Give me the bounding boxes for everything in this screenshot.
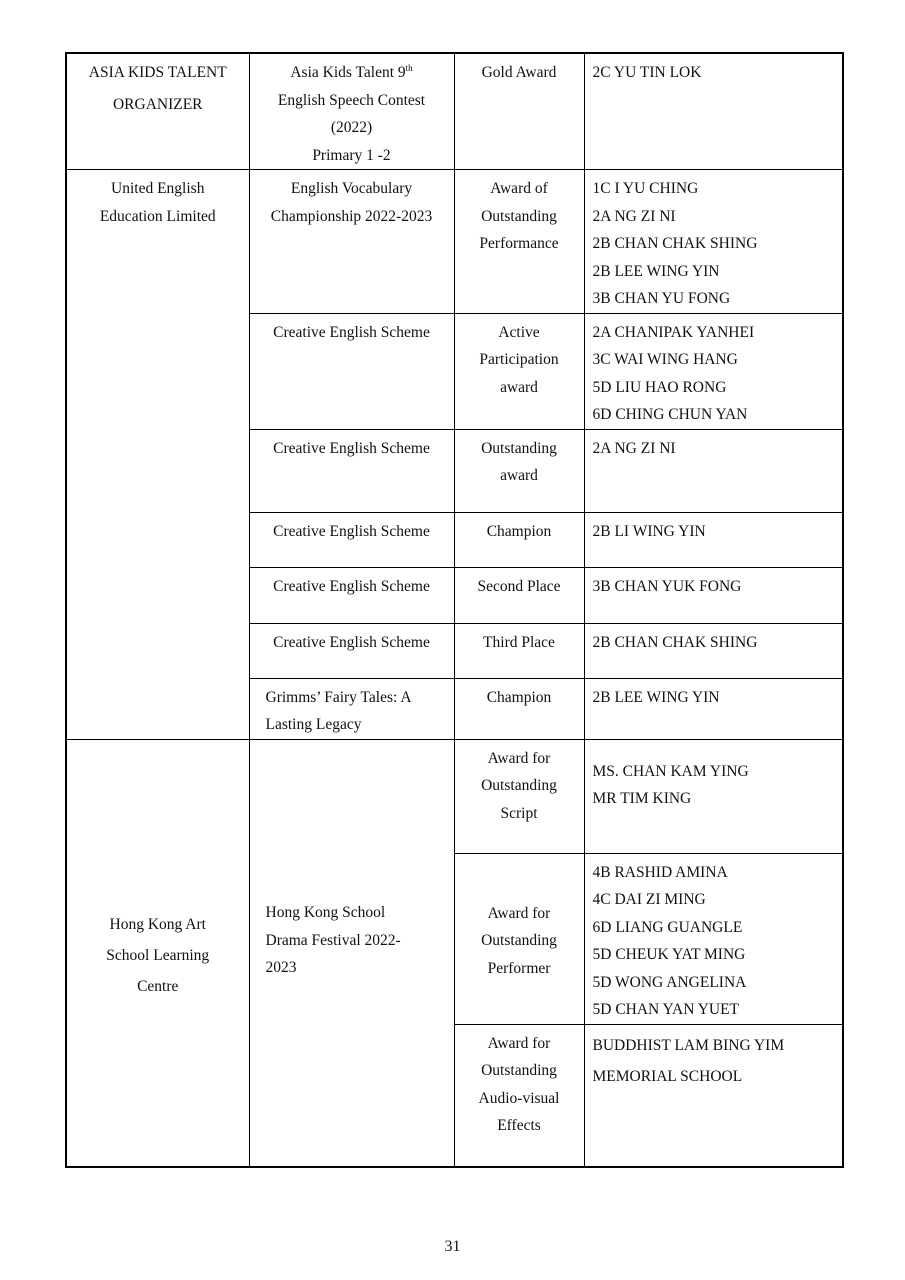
award-line: Champion xyxy=(486,522,552,540)
competition-cell xyxy=(249,429,454,512)
competition-line: Asia Kids Talent 9th xyxy=(290,62,413,81)
winner-name: 3C WAI WING HANG xyxy=(592,351,738,368)
competition-line: Creative English Scheme xyxy=(273,577,430,595)
award-cell xyxy=(454,739,584,853)
award-cell xyxy=(454,53,584,170)
competition-line: Creative English Scheme xyxy=(273,439,430,457)
award-line: Active xyxy=(498,323,540,341)
award-cell xyxy=(454,1024,584,1167)
organizer-line: School Learning xyxy=(106,946,210,964)
winner-name: 2A NG ZI NI xyxy=(592,207,676,225)
award-line: Award for xyxy=(487,1034,551,1052)
award-line: Participation xyxy=(479,351,559,368)
award-line: Outstanding xyxy=(481,1062,557,1079)
award-line: Script xyxy=(500,804,538,822)
award-line: Gold Award xyxy=(481,64,557,81)
winner-name: 3B CHAN YUK FONG xyxy=(592,577,742,595)
winners-cell xyxy=(584,429,843,512)
table-row xyxy=(66,53,843,170)
award-line: Third Place xyxy=(483,633,555,651)
winner-name: 2B LI WING YIN xyxy=(592,522,706,540)
winner-name: 1C I YU CHING xyxy=(592,180,699,197)
winner-name: 2B CHAN CHAK SHING xyxy=(592,633,758,651)
table-row xyxy=(66,739,843,853)
winner-name: 2A CHANIPAK YANHEI xyxy=(592,323,755,341)
winner-name: 2B LEE WING YIN xyxy=(592,688,720,706)
competition-cell xyxy=(249,512,454,567)
organizer-line: Centre xyxy=(137,977,179,995)
organizer-cell xyxy=(66,170,249,740)
winner-name: 5D CHAN YAN YUET xyxy=(592,1001,740,1018)
award-line: Outstanding xyxy=(481,777,557,794)
organizer-line: Hong Kong Art xyxy=(109,915,206,933)
organizer-cell xyxy=(66,53,249,170)
award-line: Award of xyxy=(490,180,548,197)
competition-cell xyxy=(249,623,454,678)
award-cell xyxy=(454,429,584,512)
award-cell xyxy=(454,313,584,429)
award-line: Champion xyxy=(486,688,552,706)
organizer-line: Education Limited xyxy=(99,207,216,225)
competition-line: Lasting Legacy xyxy=(265,716,362,733)
winners-cell xyxy=(584,567,843,623)
award-cell xyxy=(454,567,584,623)
competition-cell xyxy=(249,313,454,429)
competition-line: Primary 1 -2 xyxy=(312,146,391,164)
winners-cell xyxy=(584,170,843,314)
winner-name: BUDDHIST LAM BING YIM xyxy=(592,1036,785,1054)
award-line: Award for xyxy=(487,749,551,767)
award-line: Award for xyxy=(487,904,551,922)
competition-line: Championship 2022-2023 xyxy=(270,207,433,225)
competition-line: (2022) xyxy=(330,119,373,136)
winners-cell xyxy=(584,53,843,170)
award-cell xyxy=(454,678,584,739)
competition-line: English Vocabulary xyxy=(290,180,413,197)
competition-line: 2023 xyxy=(265,959,297,976)
winner-name: 2A NG ZI NI xyxy=(592,439,676,457)
competition-line: English Speech Contest xyxy=(277,91,426,109)
organizer-line: United English xyxy=(111,180,205,197)
winner-name: 4C DAI ZI MING xyxy=(592,891,706,908)
award-line: Outstanding xyxy=(481,439,557,457)
competition-line: Grimms’ Fairy Tales: A xyxy=(265,688,412,706)
competition-line: Creative English Scheme xyxy=(273,522,430,540)
award-line: award xyxy=(500,378,538,396)
winner-name: MS. CHAN KAM YING xyxy=(592,762,749,780)
winner-name: MEMORIAL SCHOOL xyxy=(592,1067,743,1085)
winner-name: 2B LEE WING YIN xyxy=(592,262,720,280)
winners-cell xyxy=(584,678,843,739)
award-line: Second Place xyxy=(477,577,561,595)
award-line: Performance xyxy=(479,235,559,252)
ordinal-suffix: th xyxy=(405,62,413,73)
award-cell xyxy=(454,623,584,678)
organizer-line: ORGANIZER xyxy=(112,95,203,113)
competition-cell xyxy=(249,53,454,170)
winner-name: 6D CHING CHUN YAN xyxy=(592,406,748,423)
awards-table xyxy=(65,52,844,1168)
award-cell xyxy=(454,170,584,314)
award-line: Audio-visual xyxy=(478,1089,560,1107)
award-line: Effects xyxy=(497,1117,541,1134)
competition-line: Drama Festival 2022- xyxy=(265,931,401,949)
winner-name: 4B RASHID AMINA xyxy=(592,863,728,881)
winners-cell xyxy=(584,739,843,853)
award-line: Outstanding xyxy=(481,207,557,225)
winner-name: MR TIM KING xyxy=(592,790,692,807)
award-cell xyxy=(454,853,584,1024)
winner-name: 3B CHAN YU FONG xyxy=(592,290,731,307)
competition-cell xyxy=(249,739,454,1167)
winners-cell xyxy=(584,853,843,1024)
organizer-line: ASIA KIDS TALENT xyxy=(88,64,227,81)
winner-name: 2B CHAN CHAK SHING xyxy=(592,235,758,252)
competition-line: Hong Kong School xyxy=(265,904,386,921)
winner-name: 5D CHEUK YAT MING xyxy=(592,946,746,963)
competition-line: Creative English Scheme xyxy=(273,323,430,341)
competition-cell xyxy=(249,678,454,739)
competition-cell xyxy=(249,567,454,623)
winner-name: 2C YU TIN LOK xyxy=(592,64,702,81)
award-line: Outstanding xyxy=(481,932,557,950)
winner-name: 5D LIU HAO RONG xyxy=(592,378,727,396)
winners-cell xyxy=(584,512,843,567)
winners-cell xyxy=(584,623,843,678)
winner-name: 5D WONG ANGELINA xyxy=(592,973,747,991)
winner-name: 6D LIANG GUANGLE xyxy=(592,918,743,936)
winners-cell xyxy=(584,1024,843,1167)
page-number: 31 xyxy=(444,1238,461,1255)
winners-cell xyxy=(584,313,843,429)
award-cell xyxy=(454,512,584,567)
organizer-cell xyxy=(66,739,249,1167)
competition-line: Creative English Scheme xyxy=(273,633,430,651)
award-line: Performer xyxy=(487,959,551,977)
award-line: award xyxy=(500,467,538,484)
table-row xyxy=(66,170,843,314)
competition-cell xyxy=(249,170,454,314)
